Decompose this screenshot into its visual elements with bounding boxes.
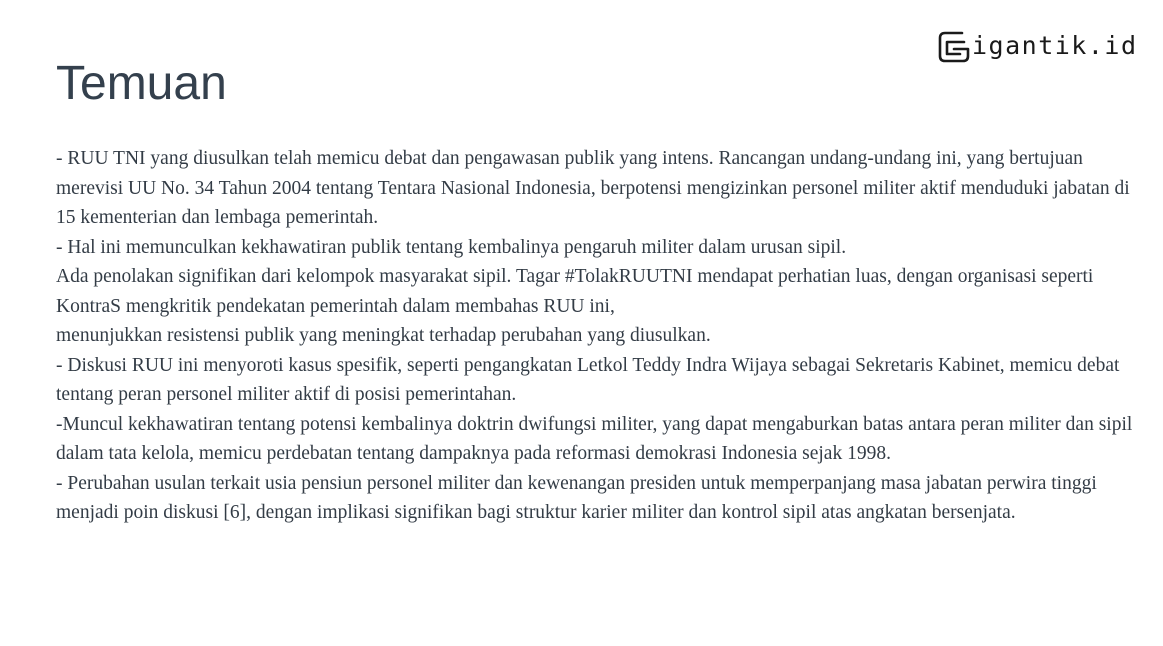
findings-line: menunjukkan resistensi publik yang meningkat terhadap perubahan yang diusulkan.: [56, 325, 711, 346]
brand-logo: [937, 29, 1138, 65]
findings-body: [56, 144, 1141, 528]
findings-line: -Muncul kekhawatiran tentang potensi kembalinya doktrin dwifungsi militer, yang dapat mengaburkan batas antara peran militer dan sipil dalam tata kelola, memicu perdebatan tentang dampaknya pada reformasi demokrasi Indonesia sejak 1998.: [56, 413, 1133, 464]
findings-line: - Perubahan usulan terkait usia pensiun personel militer dan kewenangan presiden untuk memperpanjang masa jabatan perwira tinggi menjadi poin diskusi [6], dengan implikasi signifikan bagi struktur karier militer dan kontrol sipil atas angkatan bersenjata.: [56, 472, 1097, 523]
findings-line: - RUU TNI yang diusulkan telah memicu debat dan pengawasan publik yang intens. Rancangan undang-undang ini, yang bertujuan merevisi UU No. 34 Tahun 2004 tentang Tentara Nasional Indonesia, berpotensi mengizinkan personel militer aktif menduduki jabatan di 15 kementerian dan lembaga pemerintah.: [56, 148, 1130, 228]
gigantik-g-logo-icon: [937, 29, 971, 65]
brand-name: igantik.id: [972, 31, 1138, 60]
findings-line: - Hal ini memunculkan kekhawatiran publik tentang kembalinya pengaruh militer dalam urusan sipil.: [56, 236, 847, 258]
slide-title: Temuan: [56, 57, 227, 110]
findings-line: Ada penolakan signifikan dari kelompok masyarakat sipil. Tagar #TolakRUUTNI mendapat perhatian luas, dengan organisasi seperti KontraS mengkritik pendekatan pemerintah dalam membahas RUU ini,: [56, 266, 1094, 317]
findings-line: - Diskusi RUU ini menyoroti kasus spesifik, seperti pengangkatan Letkol Teddy Indra Wijaya sebagai Sekretaris Kabinet, memicu debat tentang peran personel militer aktif di posisi pemerintahan.: [56, 354, 1120, 405]
